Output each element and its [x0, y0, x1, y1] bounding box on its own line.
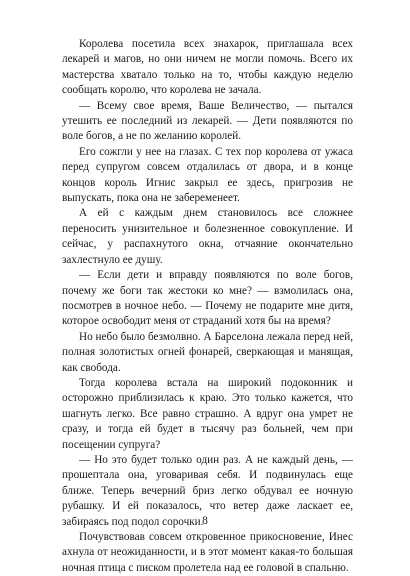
paragraph-9: Почувствовав совсем откровенное прикосновение, Инес ахнула от неожиданности, и в этот момент какая-то большая ночная птица с писком пролетела над ее головой в спальню.	[62, 531, 353, 574]
paragraph-2: — Всему свое время, Ваше Величество, — пытался утешить ее последний из лекарей. — Дети появляются по воле богов, а не по желанию королей.	[62, 99, 353, 143]
paragraph-8: — Но это будет только один раз. А не каждый день, — прошептала она, уговаривая себя. И подвинулась еще ближе. Теперь вечерний бриз легко обдувал ее ночную рубашку. И ей показалось, что ветер даже ласкает ее, забираясь под подол сорочки.	[62, 453, 353, 528]
paragraph-4: А ей с каждым днем становилось все сложнее переносить унизительное и болезненное совокупление. И сейчас, у распахнутого окна, отчаяние окончательно захлестнуло ее душу.	[62, 207, 353, 266]
paragraph-6: Но небо было безмолвно. А Барселона лежала перед ней, полная золотистых огней фонарей, сверкающая и манящая, как свобода.	[62, 330, 353, 374]
paragraph-1: Королева посетила всех знахарок, приглашала всех лекарей и магов, но они ничем не могли помочь. Всего их мастерства хватало только на то, чтобы каждую неделю сообщать королю, что королева не зачала.	[62, 38, 353, 97]
paragraph-3: Его сожгли у нее на глазах. С тех пор королева от ужаса перед супругом совсем отдалилась от двора, и в конце концов король Игнис закрыл ее здесь, пригрозив не выпускать, пока она не забеременеет.	[62, 145, 353, 205]
page-number: 8	[202, 515, 208, 527]
paragraph-5: — Если дети и вправду появляются по воле богов, почему же боги так жестоки ко мне? — взмолилась она, посмотрев в ночное небо. — Почему не подарите мне дитя, которое освободит меня от страданий хотя бы на время?	[62, 269, 353, 328]
body-text	[62, 37, 353, 576]
paragraph-7: Тогда королева встала на широкий подоконник и осторожно приблизилась к краю. Это только кажется, что шагнуть легко. Все равно страшно. А вдруг она умрет не сразу, и тогда ей будет в тысячу раз больней, чем при посещении супруга?	[62, 376, 353, 451]
